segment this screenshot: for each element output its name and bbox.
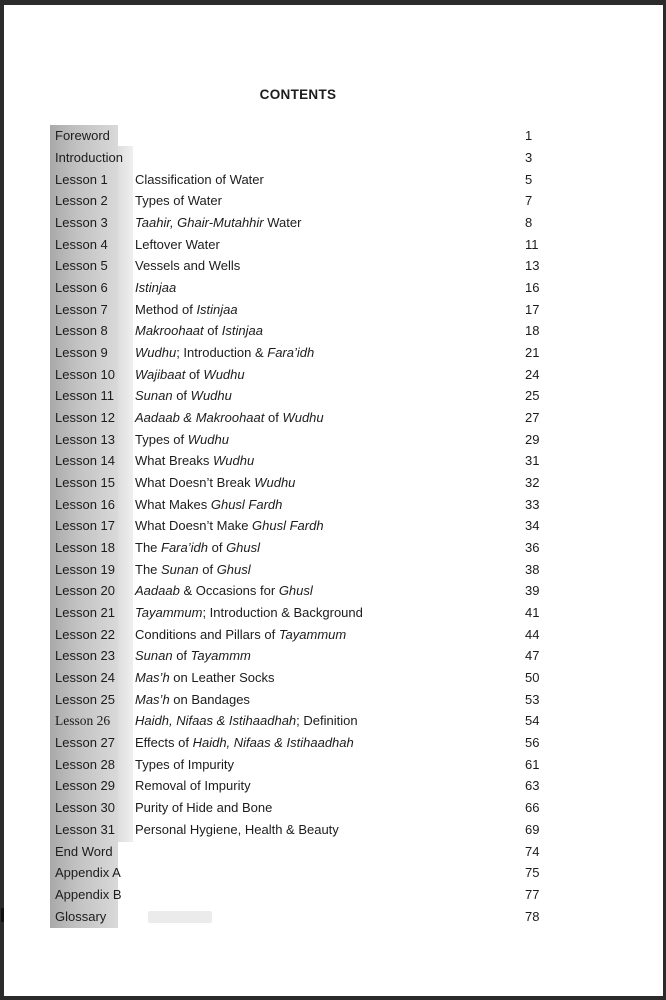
toc-row-title: Mas’h on Bandages bbox=[135, 691, 250, 707]
toc-row-label: Lesson 29 bbox=[55, 778, 115, 794]
toc-row-page-number: 27 bbox=[525, 410, 540, 426]
toc-row bbox=[55, 884, 555, 906]
toc-row bbox=[55, 385, 555, 407]
toc-row-page-number: 66 bbox=[525, 800, 540, 816]
toc-row-page-number: 38 bbox=[525, 561, 540, 577]
toc-row-title: Leftover Water bbox=[135, 236, 220, 252]
toc-row-page-number: 33 bbox=[525, 496, 540, 512]
toc-row bbox=[55, 840, 555, 862]
toc-row-page-number: 75 bbox=[525, 865, 540, 881]
toc-row-page-number: 5 bbox=[525, 171, 533, 187]
toc-row-page-number: 29 bbox=[525, 431, 540, 447]
toc-row bbox=[55, 342, 555, 364]
toc-row-title: Personal Hygiene, Health & Beauty bbox=[135, 821, 339, 837]
toc-row-title: Effects of Haidh, Nifaas & Istihaadhah bbox=[135, 735, 354, 751]
toc-row-label: Lesson 18 bbox=[55, 540, 115, 556]
toc-row bbox=[55, 298, 555, 320]
toc-row-title: Removal of Impurity bbox=[135, 778, 251, 794]
toc-row-title: What Doesn’t Make Ghusl Fardh bbox=[135, 518, 324, 534]
toc-row bbox=[55, 753, 555, 775]
toc-row-label: Lesson 12 bbox=[55, 410, 115, 426]
toc-row-page-number: 8 bbox=[525, 215, 533, 231]
toc-row-label: Lesson 27 bbox=[55, 735, 115, 751]
toc-row bbox=[55, 602, 555, 624]
toc-row-page-number: 53 bbox=[525, 691, 540, 707]
toc-row-page-number: 56 bbox=[525, 735, 540, 751]
toc-row bbox=[55, 667, 555, 689]
toc-row bbox=[55, 645, 555, 667]
toc-row-title: Purity of Hide and Bone bbox=[135, 800, 273, 816]
toc-row-label: End Word bbox=[55, 843, 113, 859]
toc-row bbox=[55, 623, 555, 645]
toc-row bbox=[55, 905, 555, 927]
toc-row-title: The Sunan of Ghusl bbox=[135, 561, 251, 577]
toc-row bbox=[55, 819, 555, 841]
toc-row-page-number: 50 bbox=[525, 670, 540, 686]
toc-row-label: Lesson 19 bbox=[55, 561, 115, 577]
toc-row-label: Lesson 7 bbox=[55, 301, 108, 317]
toc-row-page-number: 16 bbox=[525, 280, 540, 296]
toc-row-page-number: 11 bbox=[525, 236, 539, 252]
toc-row-label: Lesson 15 bbox=[55, 475, 115, 491]
toc-row-page-number: 78 bbox=[525, 908, 540, 924]
toc-row-page-number: 74 bbox=[525, 843, 540, 859]
toc-row-title: Classification of Water bbox=[135, 171, 264, 187]
toc-row-label: Lesson 13 bbox=[55, 431, 115, 447]
toc-row-title: Wajibaat of Wudhu bbox=[135, 366, 245, 382]
toc-row bbox=[55, 428, 555, 450]
toc-row-label: Lesson 28 bbox=[55, 756, 115, 772]
toc-row-title: Makroohaat of Istinjaa bbox=[135, 323, 263, 339]
toc-row-label: Appendix B bbox=[55, 886, 122, 902]
toc-row-title: Sunan of Wudhu bbox=[135, 388, 232, 404]
toc-row-label: Lesson 8 bbox=[55, 323, 108, 339]
toc-list bbox=[55, 125, 555, 927]
toc-row-page-number: 44 bbox=[525, 626, 540, 642]
toc-row-title: Sunan of Tayammm bbox=[135, 648, 251, 664]
toc-row-page-number: 7 bbox=[525, 193, 533, 209]
toc-row bbox=[55, 407, 555, 429]
toc-row-title: Wudhu; Introduction & Fara’idh bbox=[135, 345, 315, 361]
toc-row-label: Glossary bbox=[55, 908, 107, 924]
toc-row-page-number: 31 bbox=[525, 453, 540, 469]
toc-row-label: Lesson 30 bbox=[55, 800, 115, 816]
toc-row-label: Lesson 24 bbox=[55, 670, 115, 686]
toc-row-title: Haidh, Nifaas & Istihaadhah; Definition bbox=[135, 713, 358, 729]
toc-row-page-number: 41 bbox=[525, 605, 540, 621]
toc-row-title: Types of Water bbox=[135, 193, 222, 209]
toc-row-page-number: 69 bbox=[525, 821, 540, 837]
toc-row-label: Lesson 26 bbox=[55, 713, 111, 729]
toc-row-label: Lesson 1 bbox=[55, 171, 108, 187]
toc-row bbox=[55, 797, 555, 819]
toc-row-title: Method of Istinjaa bbox=[135, 301, 238, 317]
toc-row bbox=[55, 537, 555, 559]
toc-row-label: Lesson 3 bbox=[55, 215, 108, 231]
toc-row bbox=[55, 212, 555, 234]
toc-row-page-number: 13 bbox=[525, 258, 540, 274]
toc-row bbox=[55, 472, 555, 494]
toc-row-label: Lesson 11 bbox=[55, 388, 115, 404]
toc-row-label: Lesson 20 bbox=[55, 583, 115, 599]
toc-row-page-number: 18 bbox=[525, 323, 540, 339]
toc-row-label: Introduction bbox=[55, 150, 123, 165]
toc-row bbox=[55, 732, 555, 754]
toc-row bbox=[55, 125, 555, 147]
toc-row-title: Istinjaa bbox=[135, 280, 177, 296]
toc-row-page-number: 36 bbox=[525, 540, 540, 556]
toc-row-page-number: 3 bbox=[525, 150, 533, 165]
toc-row-page-number: 1 bbox=[525, 128, 533, 144]
toc-row bbox=[55, 363, 555, 385]
toc-row bbox=[55, 558, 555, 580]
toc-row-title: Types of Wudhu bbox=[135, 431, 229, 447]
toc-row-label: Lesson 6 bbox=[55, 280, 108, 296]
toc-row bbox=[55, 775, 555, 797]
toc-row-page-number: 61 bbox=[525, 756, 540, 772]
toc-row bbox=[55, 147, 555, 169]
toc-row-page-number: 25 bbox=[525, 388, 540, 404]
toc-row-label: Lesson 17 bbox=[55, 518, 115, 534]
toc-row-page-number: 63 bbox=[525, 778, 540, 794]
toc-row-page-number: 32 bbox=[525, 475, 540, 491]
toc-row-label: Lesson 14 bbox=[55, 453, 115, 469]
toc-row bbox=[55, 688, 555, 710]
toc-row bbox=[55, 168, 555, 190]
toc-row bbox=[55, 493, 555, 515]
toc-row-page-number: 24 bbox=[525, 366, 540, 382]
toc-row-label: Lesson 31 bbox=[55, 821, 115, 837]
toc-row-label: Lesson 10 bbox=[55, 366, 115, 382]
toc-row bbox=[55, 233, 555, 255]
toc-row bbox=[55, 580, 555, 602]
toc-row-title: The Fara’idh of Ghusl bbox=[135, 540, 261, 556]
toc-row-label: Lesson 21 bbox=[55, 605, 115, 621]
toc-row bbox=[55, 862, 555, 884]
toc-row-label: Lesson 23 bbox=[55, 648, 115, 664]
toc-row-label: Lesson 5 bbox=[55, 258, 108, 274]
toc-row-label: Lesson 16 bbox=[55, 496, 115, 512]
toc-row-label: Lesson 25 bbox=[55, 691, 115, 707]
toc-row-label: Lesson 4 bbox=[55, 236, 108, 252]
toc-row bbox=[55, 515, 555, 537]
toc-row-page-number: 17 bbox=[525, 301, 540, 317]
toc-row-title: What Doesn’t Break Wudhu bbox=[135, 475, 296, 491]
toc-row-page-number: 39 bbox=[525, 583, 540, 599]
toc-row-label: Appendix A bbox=[55, 865, 121, 881]
toc-row-page-number: 21 bbox=[525, 345, 540, 361]
toc-row-label: Foreword bbox=[55, 128, 110, 144]
toc-row-title: What Breaks Wudhu bbox=[135, 453, 255, 469]
toc-row-page-number: 54 bbox=[525, 713, 540, 729]
toc-row bbox=[55, 450, 555, 472]
toc-row-page-number: 34 bbox=[525, 518, 540, 534]
toc-row-page-number: 77 bbox=[525, 886, 540, 902]
toc-row-title: Conditions and Pillars of Tayammum bbox=[135, 626, 347, 642]
toc-row-title: Taahir, Ghair-Mutahhir Water bbox=[135, 215, 302, 231]
toc-row bbox=[55, 320, 555, 342]
toc-row-title: What Makes Ghusl Fardh bbox=[135, 496, 283, 512]
toc-row-title: Vessels and Wells bbox=[135, 258, 241, 274]
toc-row-title: Tayammum; Introduction & Background bbox=[135, 605, 363, 621]
page-title: CONTENTS bbox=[259, 87, 337, 102]
toc-row-title: Aadaab & Makroohaat of Wudhu bbox=[135, 410, 324, 426]
toc-row bbox=[55, 277, 555, 299]
toc-row-title: Mas’h on Leather Socks bbox=[135, 670, 275, 686]
toc-row-title: Types of Impurity bbox=[135, 756, 234, 772]
toc-row-page-number: 47 bbox=[525, 648, 540, 664]
toc-row bbox=[55, 190, 555, 212]
scan-edge-mark bbox=[1, 908, 4, 922]
toc-row-label: Lesson 2 bbox=[55, 193, 108, 209]
toc-row-title: Aadaab & Occasions for Ghusl bbox=[135, 583, 313, 599]
toc-row-label: Lesson 22 bbox=[55, 626, 115, 642]
toc-row bbox=[55, 255, 555, 277]
toc-row-label: Lesson 9 bbox=[55, 345, 108, 361]
toc-row bbox=[55, 710, 555, 732]
